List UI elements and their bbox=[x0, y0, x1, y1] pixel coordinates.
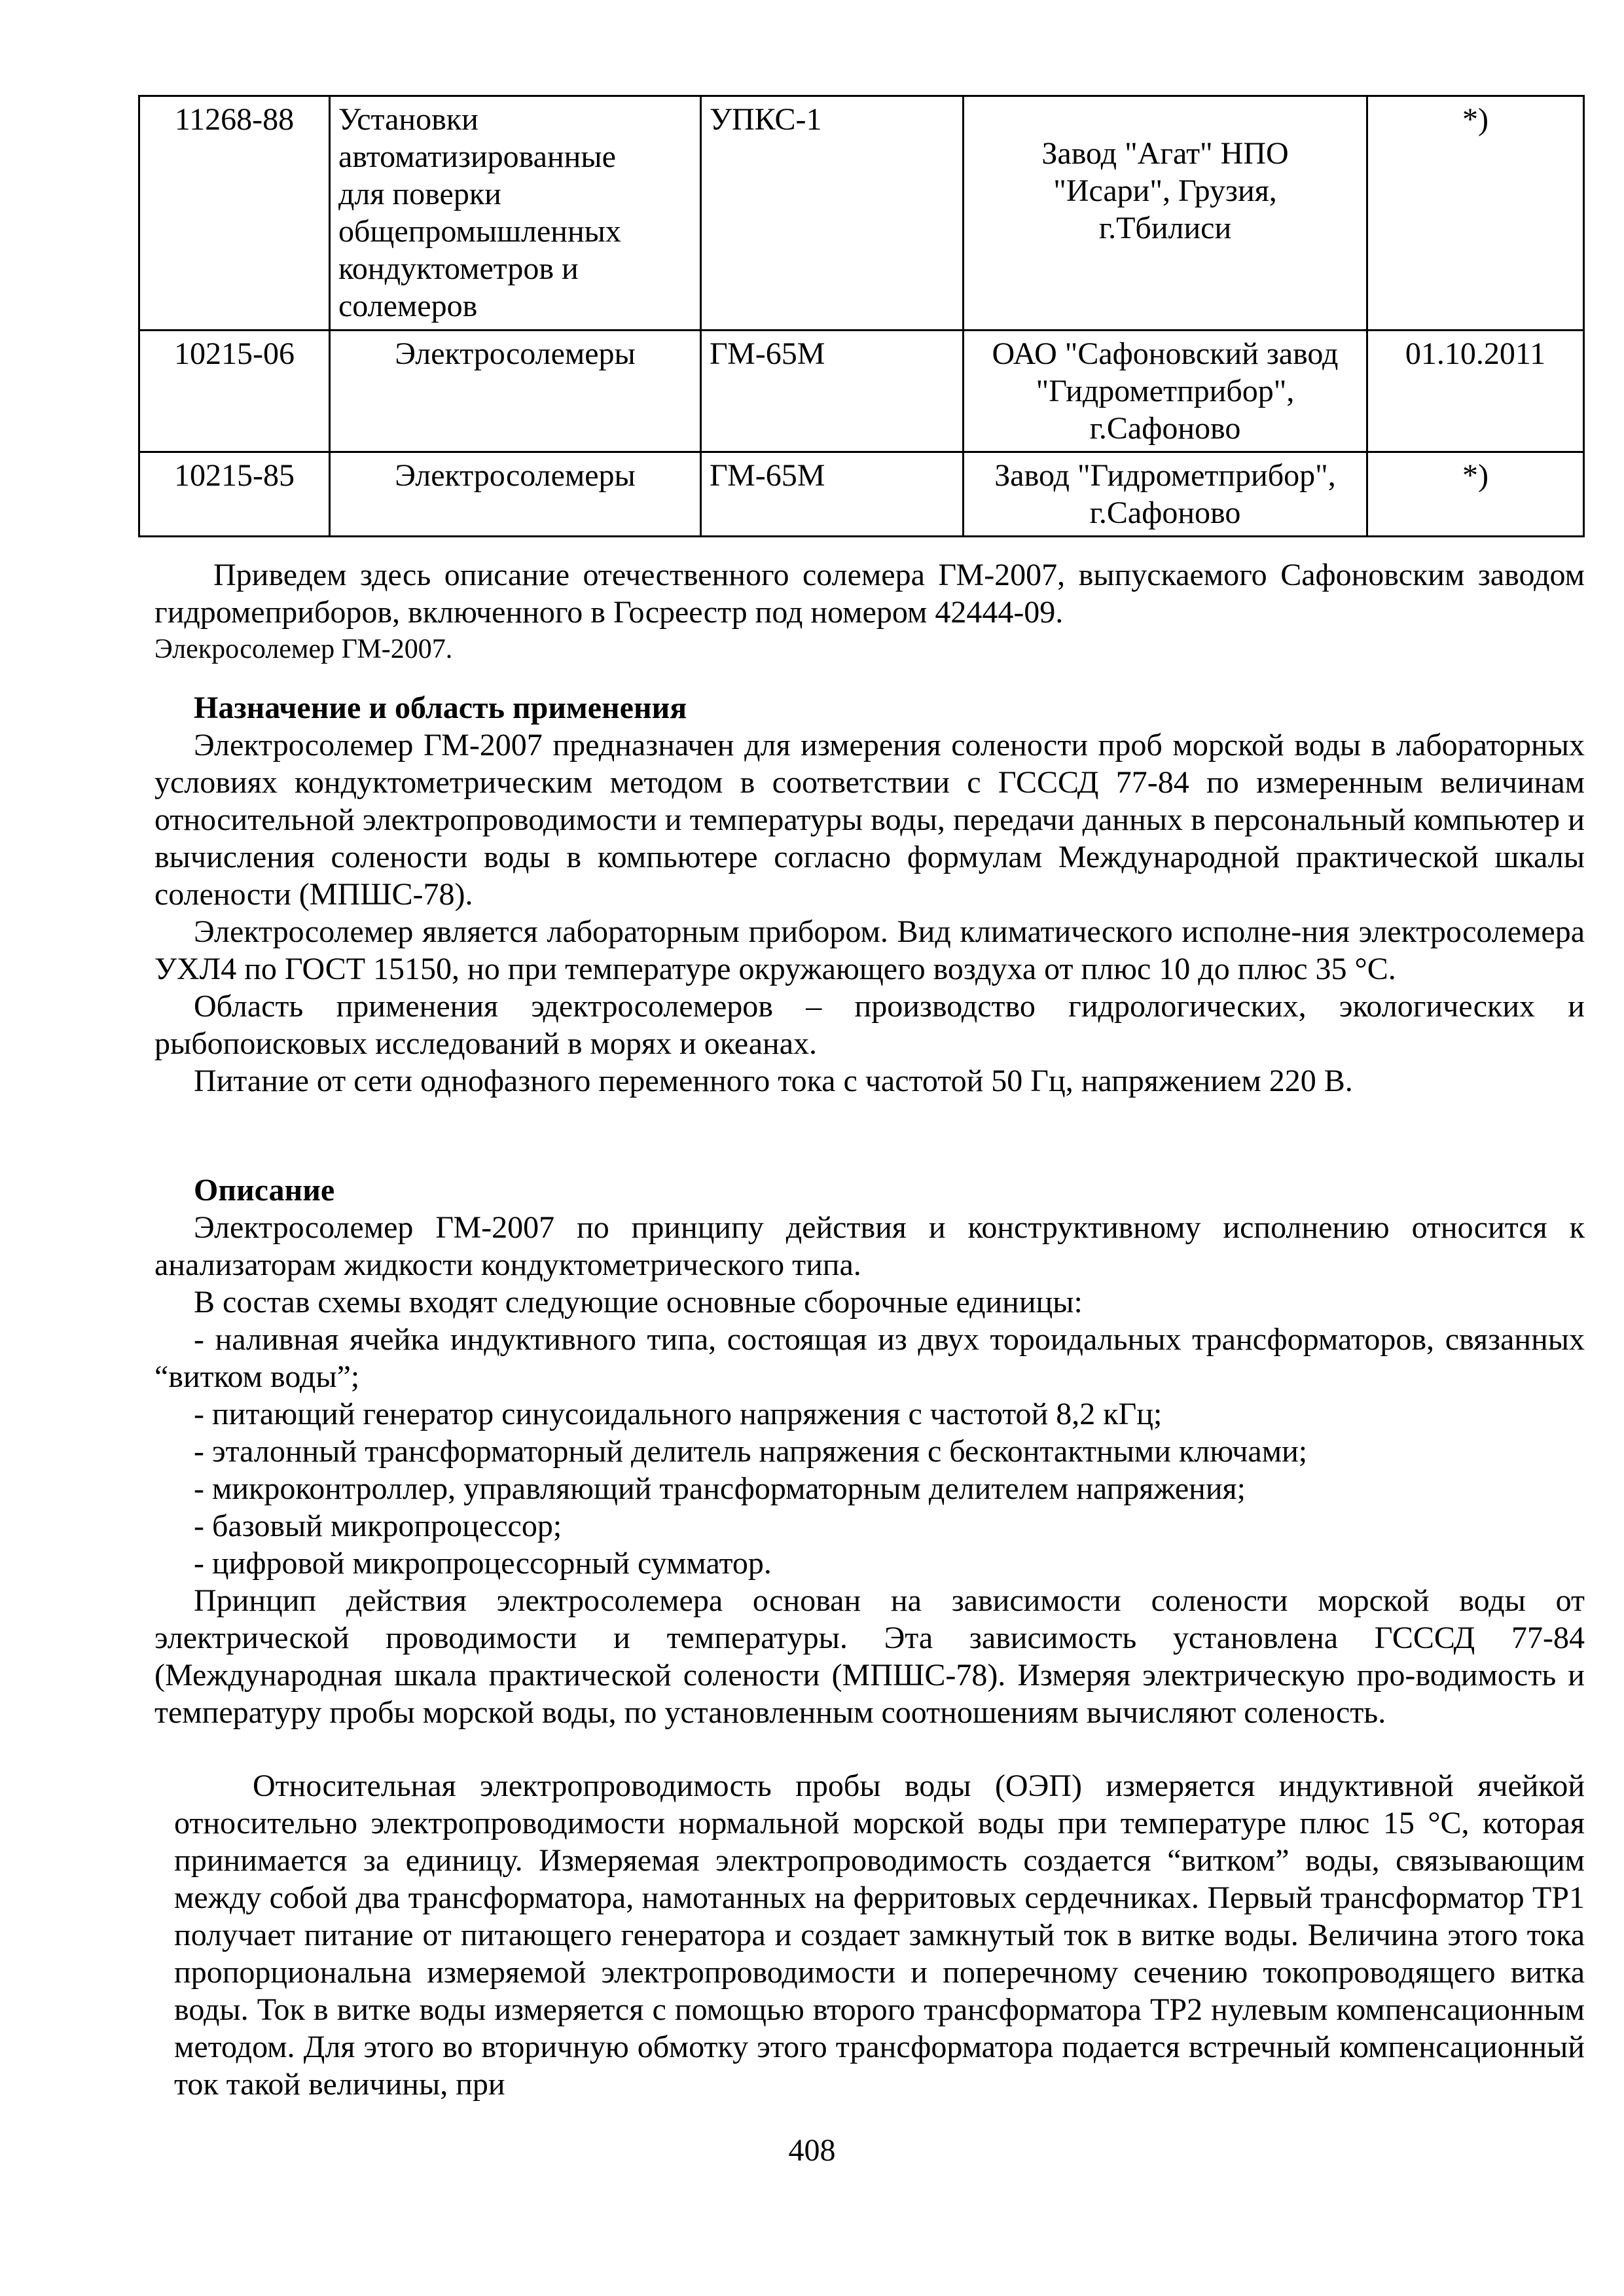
instrument-type-cell: ГМ-65М bbox=[701, 452, 964, 537]
paragraph: Электросолемер ГМ-2007 по принципу действия и конструктивному исполнению относится к анализаторам жидкости кондуктометрического типа. bbox=[154, 1210, 1585, 1282]
registry-number-cell: 10215-85 bbox=[139, 452, 330, 537]
list-item: - микроконтроллер, управляющий трансформаторным делителем напряжения; bbox=[194, 1471, 1246, 1506]
section-description bbox=[154, 1172, 1585, 1731]
manufacturer-cell bbox=[964, 331, 1367, 452]
maker-line: г.Сафоново bbox=[1089, 411, 1241, 446]
maker-line: Завод "Гидрометприбор", bbox=[994, 458, 1336, 493]
validity-date-cell: *) bbox=[1367, 452, 1584, 537]
paragraph: Принцип действия электросолемера основан на зависимости солености морской воды от электрической проводимости и температуры. Эта зависимость установлена ГСССД 77-84 (Международная шкала практической солености (МПШС-78). Измеряя электрическую про-водимость и температуру пробы морской воды, по установленным соотношениям вычисляют соленость. bbox=[154, 1583, 1585, 1730]
name-line: автоматизированные bbox=[338, 139, 616, 174]
maker-line: г.Сафоново bbox=[1089, 495, 1241, 530]
manufacturer-cell bbox=[964, 96, 1367, 331]
manufacturer-cell bbox=[964, 452, 1367, 537]
paragraph: Область применения эдектросолемеров – производство гидрологических, экологических и рыбопоисковых исследований в морях и океанах. bbox=[154, 989, 1585, 1061]
paragraph: Относительная электропроводимость пробы воды (ОЭП) измеряется индуктивной ячейкой относительно электропроводимости нормальной морской воды при температуре плюс 15 °С, которая принимается за единицу. Измеряемая электропроводимость создается “витком” воды, связывающим между собой два трансформатора, намотанных на ферритовых сердечниках. Первый трансформатор ТР1 получает питание от питающего генератора и создает замкнутый ток в витке воды. Величина этого тока пропорциональна измеряемой электропроводимости и поперечному сечению токопроводящего витка воды. Ток в витке воды измеряется с помощью второго трансформатора ТР2 нулевым компенсационным методом. Для этого во вторичную обмотку этого трансформатора подается встречный компенсационный ток такой величины, при bbox=[174, 1768, 1585, 2102]
name-line: для поверки bbox=[338, 177, 501, 211]
instrument-type-cell: УПКС-1 bbox=[701, 96, 964, 331]
maker-line: "Исари", Грузия, bbox=[1053, 173, 1277, 208]
section-heading: Описание bbox=[194, 1173, 335, 1208]
instrument-name-cell bbox=[330, 331, 701, 452]
page-number: 408 bbox=[788, 2133, 836, 2168]
list-item: - эталонный трансформаторный делитель напряжения с бесконтактными ключами; bbox=[194, 1434, 1308, 1469]
instrument-type-cell: ГМ-65М bbox=[701, 331, 964, 452]
maker-line: "Гидрометприбор", bbox=[1036, 374, 1295, 408]
list-item: - цифровой микропроцессорный сумматор. bbox=[194, 1546, 772, 1581]
instrument-name-cell bbox=[330, 96, 701, 331]
caption: Элекросолемер ГМ-2007. bbox=[154, 634, 453, 664]
maker-line: Завод "Агат" НПО bbox=[1041, 136, 1289, 171]
validity-date-cell: 01.10.2011 bbox=[1367, 331, 1584, 452]
list-item: - базовый микропроцессор; bbox=[194, 1509, 562, 1543]
table-row bbox=[139, 96, 1584, 331]
table-row bbox=[139, 331, 1584, 452]
name-line: общепромышленных bbox=[338, 214, 621, 249]
intro-paragraph: Приведем здесь описание отечественного солемера ГМ-2007, выпускаемого Сафоновским заводом гидромеприборов, включенного в Госреестр под номером 42444-09. bbox=[154, 558, 1585, 630]
name-line: Электросолемеры bbox=[395, 458, 636, 493]
paragraph: В состав схемы входят следующие основные сборочные единицы: bbox=[194, 1285, 1083, 1319]
list-item: - питающий генератор синусоидального напряжения с частотой 8,2 кГц; bbox=[194, 1397, 1163, 1431]
registry-number-cell: 11268-88 bbox=[139, 96, 330, 331]
validity-date-cell: *) bbox=[1367, 96, 1584, 331]
maker-line: ОАО "Сафоновский завод bbox=[992, 336, 1339, 371]
list-item: - наливная ячейка индуктивного типа, состоящая из двух тороидальных трансформаторов, связанных “витком воды”; bbox=[154, 1322, 1585, 1394]
section-heading: Назначение и область применения bbox=[194, 691, 687, 725]
paragraph: Питание от сети однофазного переменного тока с частотой 50 Гц, напряжением 220 В. bbox=[194, 1064, 1353, 1098]
name-line: Установки bbox=[338, 102, 478, 137]
name-line: солемеров bbox=[338, 289, 478, 323]
section-purpose bbox=[154, 689, 1585, 1100]
table-row bbox=[139, 452, 1584, 537]
name-line: кондуктометров и bbox=[338, 251, 579, 286]
name-line: Электросолемеры bbox=[395, 336, 636, 371]
section-description-continued bbox=[174, 1767, 1585, 2103]
instrument-name-cell bbox=[330, 452, 701, 537]
paragraph: Электросолемер ГМ-2007 предназначен для измерения солености проб морской воды в лабораторных условиях кондуктометрическим методом в соответствии с ГСССД 77-84 по измеренным величинам относительной электропроводимости и температуры воды, передачи данных в персональный компьютер и вычисления солености воды в компьютере согласно формулам Международной практической шкалы солености (МПШС-78). bbox=[154, 728, 1585, 912]
registry-table bbox=[138, 95, 1585, 537]
maker-line: г.Тбилиси bbox=[1098, 211, 1232, 245]
intro-block bbox=[154, 556, 1585, 668]
paragraph: Электросолемер является лабораторным прибором. Вид климатического исполне-ния электросолемера УХЛ4 по ГОСТ 15150, но при температуре окружающего воздуха от плюс 10 до плюс 35 °С. bbox=[154, 914, 1585, 986]
registry-number-cell: 10215-06 bbox=[139, 331, 330, 452]
